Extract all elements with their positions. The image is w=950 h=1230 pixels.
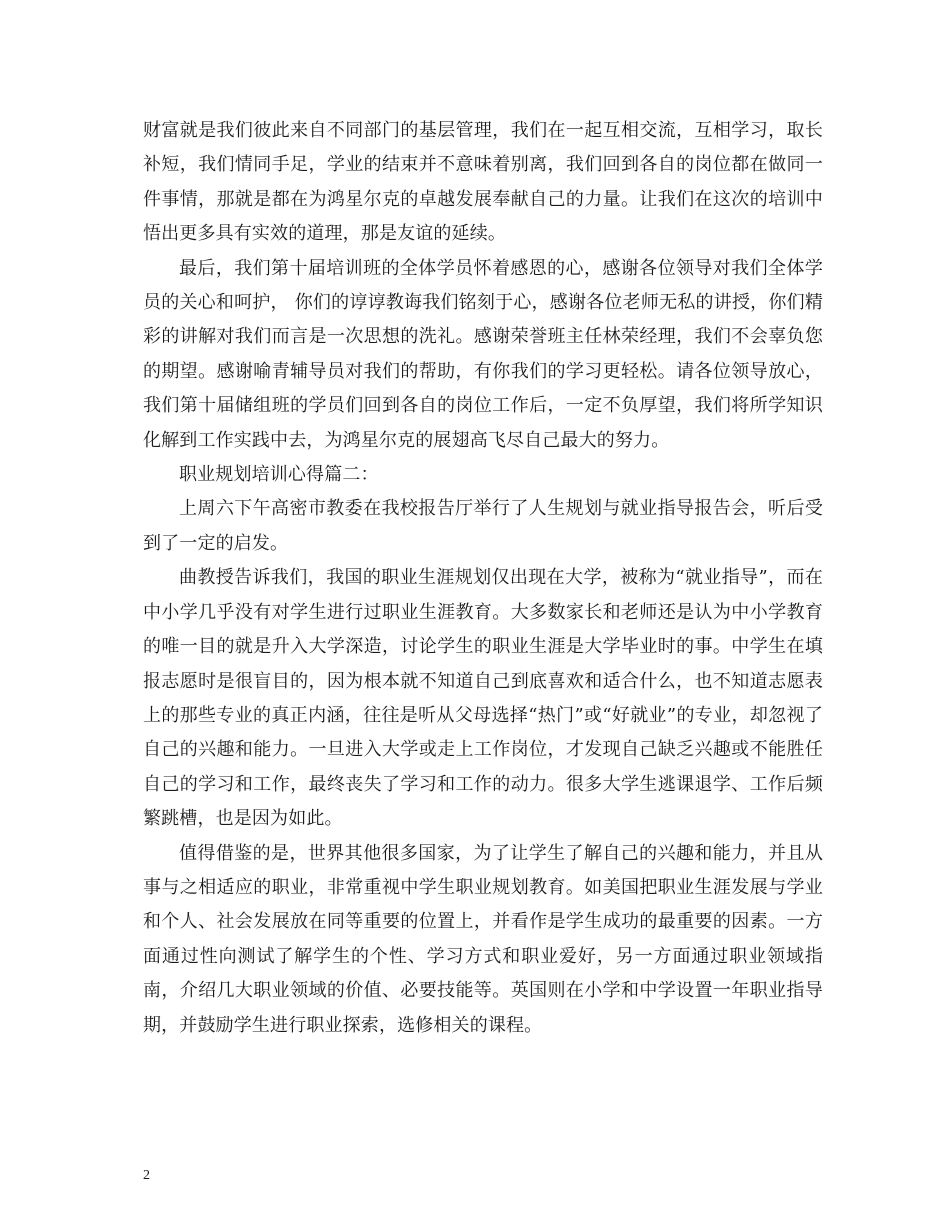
page-number: 2: [143, 1168, 150, 1183]
section-heading: 职业规划培训心得篇二：: [179, 464, 379, 486]
document-body: [143, 114, 823, 1043]
paragraph-3: 上周六下午高密市教委在我校报告厅举行了人生规划与就业指导报告会，听后受到了一定的启发。: [143, 498, 823, 554]
paragraph-5: 值得借鉴的是，世界其他很多国家，为了让学生了解自己的兴趣和能力，并且从事与之相适应的职业，非常重视中学生职业规划教育。如美国把职业生涯发展与学业和个人、社会发展放在同等重要的位置上，并看作是学生成功的最重要的因素。一方面通过性向测试了解学生的个性、学习方式和职业爱好，另一方面通过职业领域指南，介绍几大职业领域的价值、必要技能等。英国则在小学和中学设置一年职业指导期，并鼓励学生进行职业探索，选修相关的课程。: [143, 842, 823, 1036]
paragraph-2: 最后，我们第十届培训班的全体学员怀着感恩的心，感谢各位领导对我们全体学员的关心和呵护， 你们的谆谆教诲我们铭刻于心，感谢各位老师无私的讲授，你们精彩的讲解对我们而言是一次思想的洗礼。感谢荣誉班主任林荣经理，我们不会辜负您的期望。感谢喻青辅导员对我们的帮助，有你我们的学习更轻松。请各位领导放心，我们第十届储组班的学员们回到各自的岗位工作后，一定不负厚望，我们将所学知识化解到工作实践中去，为鸿星尔克的展翅高飞尽自己最大的努力。: [143, 257, 823, 451]
paragraph-1: 财富就是我们彼此来自不同部门的基层管理，我们在一起互相交流，互相学习，取长补短，我们情同手足，学业的结束并不意味着别离，我们回到各自的岗位都在做同一件事情，那就是都在为鸿星尔克的卓越发展奉献自己的力量。让我们在这次的培训中悟出更多具有实效的道理，那是友谊的延续。: [143, 120, 823, 245]
paragraph-4: 曲教授告诉我们，我国的职业生涯规划仅出现在大学，被称为“就业指导”，而在中小学几乎没有对学生进行过职业生涯教育。大多数家长和老师还是认为中小学教育的唯一目的就是升入大学深造，讨论学生的职业生涯是大学毕业时的事。中学生在填报志愿时是很盲目的，因为根本就不知道自己到底喜欢和适合什么，也不知道志愿表上的那些专业的真正内涵，往往是听从父母选择“热门”或“好就业”的专业，却忽视了自己的兴趣和能力。一旦进入大学或走上工作岗位，才发现自己缺乏兴趣或不能胜任自己的学习和工作，最终丧失了学习和工作的动力。很多大学生逃课退学、工作后频繁跳槽，也是因为如此。: [143, 567, 823, 830]
